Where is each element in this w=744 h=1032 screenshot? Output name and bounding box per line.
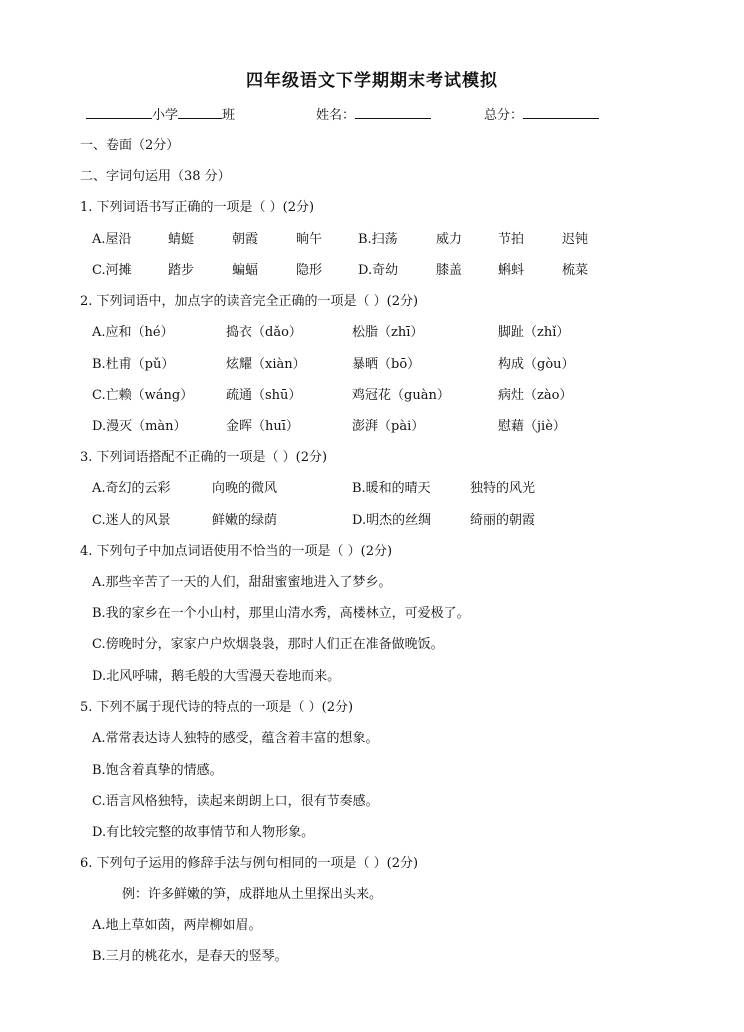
school-field [86, 104, 235, 123]
q4-option: C.傍晚时分，家家户户炊烟袅袅，那时人们正在准备做晚饭。 [92, 637, 444, 652]
name-blank[interactable] [355, 104, 431, 119]
q2-option: 捣衣（dǎo） [226, 325, 302, 340]
q2-option: A.应和（hé） [92, 325, 174, 340]
question-4-stem: 4. 下列句子中加点词语使用不恰当的一项是（ ）(2分) [80, 544, 393, 559]
q1-option: 踏步 [168, 263, 195, 278]
section-1-heading: 一、卷面（2分） [80, 138, 180, 153]
question-6-stem: 6. 下列句子运用的修辞手法与例句相同的一项是（ ）(2分) [80, 856, 419, 871]
q5-option: A.常常表达诗人独特的感受，蕴含着丰富的想象。 [92, 731, 379, 746]
q5-option: D.有比较完整的故事情节和人物形象。 [92, 825, 315, 840]
q2-option: 松脂（zhī） [352, 325, 424, 340]
q4-option: A.那些辛苦了一天的人们，甜甜蜜蜜地进入了梦乡。 [92, 575, 392, 590]
q2-option: 疏通（shū） [226, 388, 302, 403]
q2-option: 病灶（zào） [498, 388, 573, 403]
student-info-line [86, 104, 646, 126]
school-suffix: 小学 [152, 108, 179, 123]
q5-option: B.饱含着真挚的情感。 [92, 763, 223, 778]
q3-option: B.暖和的晴天 [352, 481, 431, 496]
q1-option: 迟钝 [562, 232, 589, 247]
q2-option: 澎湃（pài） [352, 419, 425, 434]
q3-option: 独特的风光 [470, 481, 536, 496]
q1-option: 节拍 [498, 232, 525, 247]
score-blank[interactable] [523, 104, 599, 119]
q2-option: 炫耀（xiàn） [226, 357, 306, 372]
q2-option: 慰藉（jiè） [498, 419, 566, 434]
page-title: 四年级语文下学期期末考试模拟 [246, 71, 498, 91]
q2-option: 构成（gòu） [498, 357, 575, 372]
q1-option: A.屋沿 [92, 232, 132, 247]
q3-option: 向晚的微风 [212, 481, 278, 496]
q1-option: 梳菜 [562, 263, 589, 278]
q1-option: 朝霞 [232, 232, 259, 247]
question-1-stem: 1. 下列词语书写正确的一项是（ ）(2分) [80, 200, 315, 215]
q6-option: B.三月的桃花水，是春天的竖琴。 [92, 949, 288, 964]
q2-option: 脚趾（zhǐ） [498, 325, 570, 340]
q1-option: 隐形 [296, 263, 323, 278]
q1-option: 蝌蚪 [498, 263, 525, 278]
class-blank[interactable] [178, 104, 222, 119]
school-blank[interactable] [86, 104, 152, 119]
q1-option: B.扫荡 [358, 232, 398, 247]
q2-option: D.漫灭（màn） [92, 419, 187, 434]
q6-option: A.地上草如茵，两岸柳如眉。 [92, 918, 262, 933]
name-label: 姓名： [316, 108, 356, 123]
q4-option: D.北风呼啸，鹅毛般的大雪漫天卷地而来。 [92, 669, 341, 684]
q3-option: A.奇幻的云彩 [92, 481, 171, 496]
q1-option: C.河摊 [92, 263, 132, 278]
name-field [316, 104, 431, 123]
score-label: 总分： [484, 108, 524, 123]
q6-example: 例：许多鲜嫩的笋，成群地从土里探出头来。 [122, 887, 383, 902]
q2-option: 金晖（huī） [226, 419, 299, 434]
score-field [484, 104, 599, 123]
class-suffix: 班 [222, 108, 236, 123]
q3-option: 绮丽的朝霞 [470, 513, 536, 528]
q2-option: C.亡赖（wáng） [92, 388, 194, 403]
question-3-stem: 3. 下列词语搭配不正确的一项是（ ）(2分) [80, 450, 328, 465]
q1-option: D.奇幼 [358, 263, 399, 278]
question-5-stem: 5. 下列不属于现代诗的特点的一项是（ ）(2分) [80, 700, 354, 715]
q1-option: 晌午 [296, 232, 323, 247]
q1-option: 蝙蝠 [232, 263, 259, 278]
q2-option: B.杜甫（pǔ） [92, 357, 175, 372]
q2-option: 暴晒（bō） [352, 357, 421, 372]
q1-option: 蜻蜓 [168, 232, 195, 247]
q1-option: 膝盖 [436, 263, 463, 278]
q4-option: B.我的家乡在一个小山村，那里山清水秀，高楼林立，可爱极了。 [92, 606, 470, 621]
q3-option: 鲜嫩的绿荫 [212, 513, 278, 528]
q3-option: C.迷人的风景 [92, 513, 171, 528]
q2-option: 鸡冠花（guàn） [352, 388, 450, 403]
q1-option: 威力 [436, 232, 463, 247]
section-2-heading: 二、字词句运用（38 分） [80, 169, 231, 184]
q5-option: C.语言风格独特，读起来朗朗上口，很有节奏感。 [92, 794, 379, 809]
q3-option: D.明杰的丝绸 [352, 513, 432, 528]
question-2-stem: 2. 下列词语中，加点字的读音完全正确的一项是（ ）(2分) [80, 294, 419, 309]
